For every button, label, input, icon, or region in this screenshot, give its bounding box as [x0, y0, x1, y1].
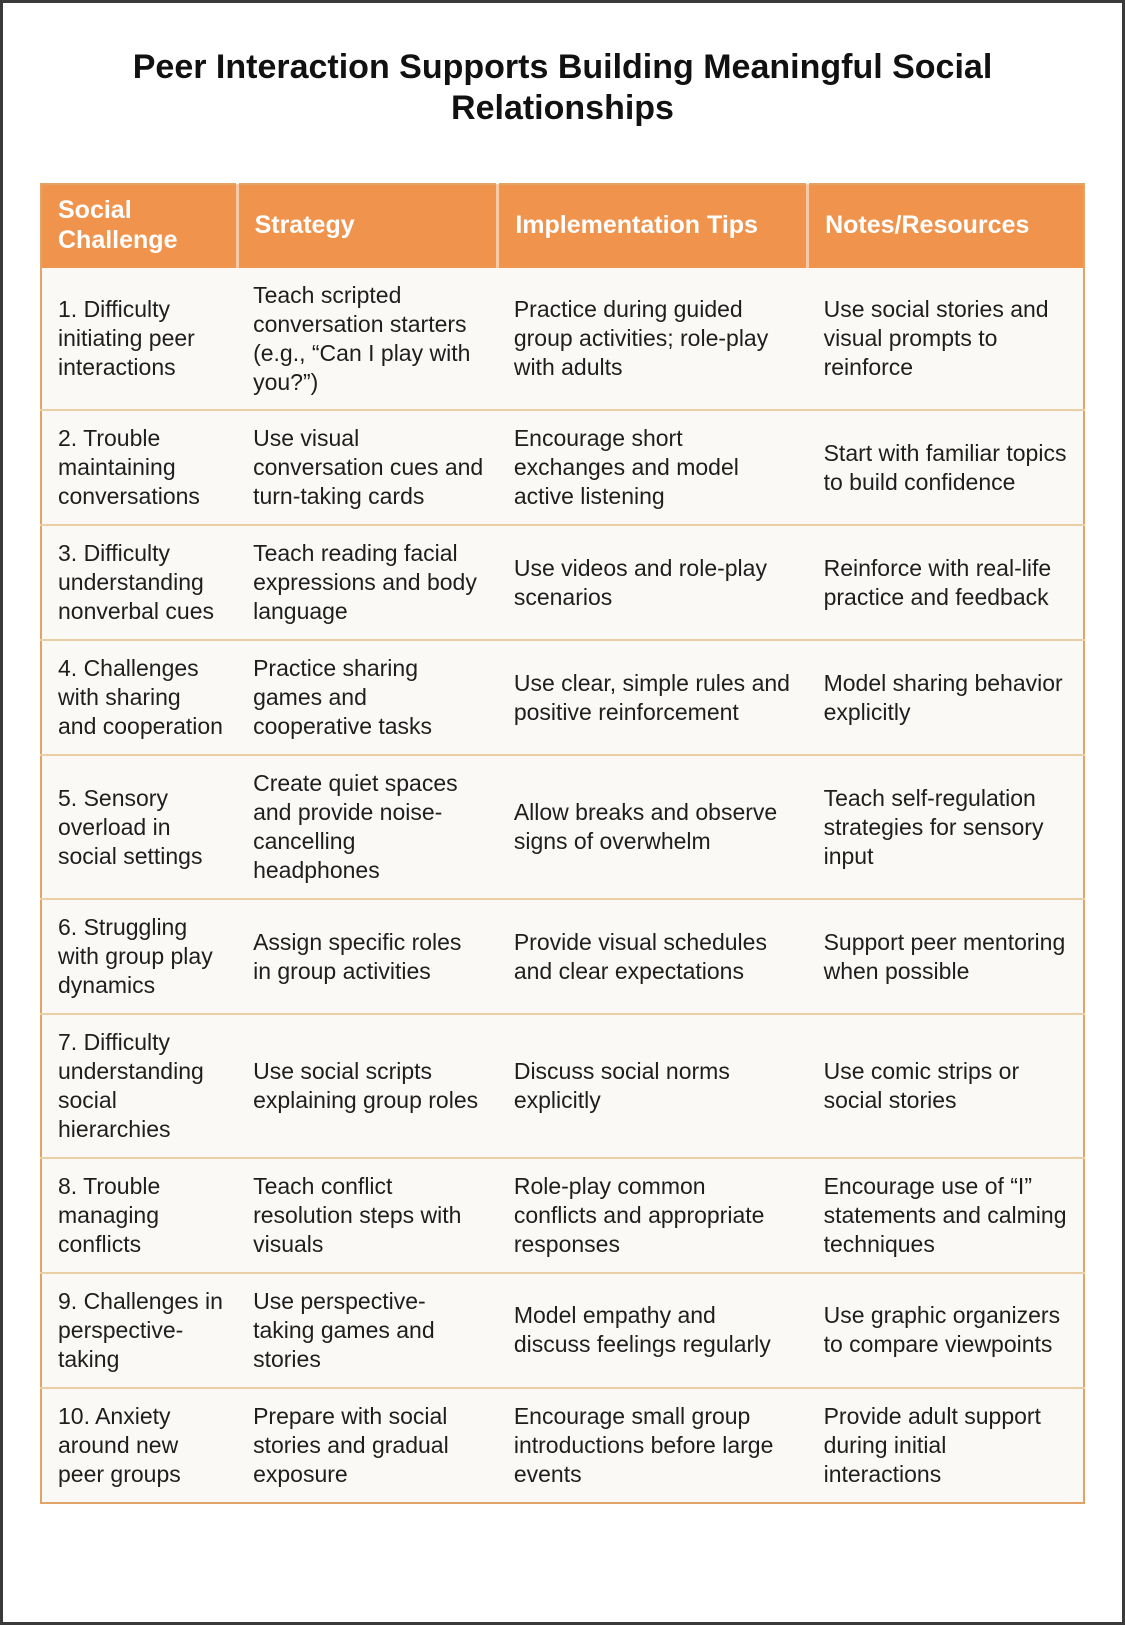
table-cell: Use visual conversation cues and turn-taking cards: [237, 410, 498, 525]
table-row: [41, 899, 1084, 1014]
column-header: Strategy: [237, 184, 498, 268]
table-cell: Start with familiar topics to build confidence: [808, 410, 1084, 525]
table-cell: Practice during guided group activities; role-play with adults: [498, 268, 808, 411]
table-cell: 9. Challenges in perspective-taking: [41, 1273, 237, 1388]
table-cell: Teach scripted conversation starters (e.g., “Can I play with you?”): [237, 268, 498, 411]
table-cell: Teach conflict resolution steps with visuals: [237, 1158, 498, 1273]
table-cell: Prepare with social stories and gradual exposure: [237, 1388, 498, 1503]
table-cell: Assign specific roles in group activities: [237, 899, 498, 1014]
table-row: [41, 525, 1084, 640]
table-cell: Use social stories and visual prompts to reinforce: [808, 268, 1084, 411]
table-cell: 6. Struggling with group play dynamics: [41, 899, 237, 1014]
table-row: [41, 1388, 1084, 1503]
table-cell: Encourage small group introductions before large events: [498, 1388, 808, 1503]
table-cell: Model empathy and discuss feelings regularly: [498, 1273, 808, 1388]
table-cell: 5. Sensory overload in social settings: [41, 755, 237, 899]
peer-interaction-table: [40, 183, 1085, 1504]
table-cell: Use videos and role-play scenarios: [498, 525, 808, 640]
column-header: Social Challenge: [41, 184, 237, 268]
table-cell: Reinforce with real-life practice and feedback: [808, 525, 1084, 640]
table-cell: Discuss social norms explicitly: [498, 1014, 808, 1158]
table-cell: 2. Trouble maintaining conversations: [41, 410, 237, 525]
table-row: [41, 268, 1084, 411]
table-body: [41, 268, 1084, 1503]
table-cell: Role-play common conflicts and appropriate responses: [498, 1158, 808, 1273]
table-cell: 8. Trouble managing conflicts: [41, 1158, 237, 1273]
table-cell: Allow breaks and observe signs of overwhelm: [498, 755, 808, 899]
table-cell: 3. Difficulty understanding nonverbal cues: [41, 525, 237, 640]
column-header: Notes/Resources: [808, 184, 1084, 268]
table-cell: Use social scripts explaining group roles: [237, 1014, 498, 1158]
table-cell: 10. Anxiety around new peer groups: [41, 1388, 237, 1503]
table-cell: Use clear, simple rules and positive reinforcement: [498, 640, 808, 755]
column-header: Implementation Tips: [498, 184, 808, 268]
table-cell: Teach reading facial expressions and body language: [237, 525, 498, 640]
table-row: [41, 1014, 1084, 1158]
table-cell: Provide visual schedules and clear expectations: [498, 899, 808, 1014]
table-cell: Encourage use of “I” statements and calming techniques: [808, 1158, 1084, 1273]
table-cell: Use comic strips or social stories: [808, 1014, 1084, 1158]
table-cell: Use graphic organizers to compare viewpoints: [808, 1273, 1084, 1388]
table-cell: Support peer mentoring when possible: [808, 899, 1084, 1014]
table-row: [41, 640, 1084, 755]
table-head-row: [41, 184, 1084, 268]
table-cell: Create quiet spaces and provide noise-cancelling headphones: [237, 755, 498, 899]
page-title: Peer Interaction Supports Building Meaningful Social Relationships: [132, 48, 993, 127]
table-cell: 1. Difficulty initiating peer interactions: [41, 268, 237, 411]
table-row: [41, 1158, 1084, 1273]
table-cell: 7. Difficulty understanding social hierarchies: [41, 1014, 237, 1158]
table-cell: 4. Challenges with sharing and cooperation: [41, 640, 237, 755]
table-row: [41, 410, 1084, 525]
table-row: [41, 755, 1084, 899]
table-cell: Teach self-regulation strategies for sensory input: [808, 755, 1084, 899]
table-cell: Model sharing behavior explicitly: [808, 640, 1084, 755]
table-cell: Encourage short exchanges and model active listening: [498, 410, 808, 525]
table-cell: Provide adult support during initial interactions: [808, 1388, 1084, 1503]
table-cell: Practice sharing games and cooperative tasks: [237, 640, 498, 755]
table-row: [41, 1273, 1084, 1388]
table-cell: Use perspective-taking games and stories: [237, 1273, 498, 1388]
table-header: [41, 184, 1084, 268]
